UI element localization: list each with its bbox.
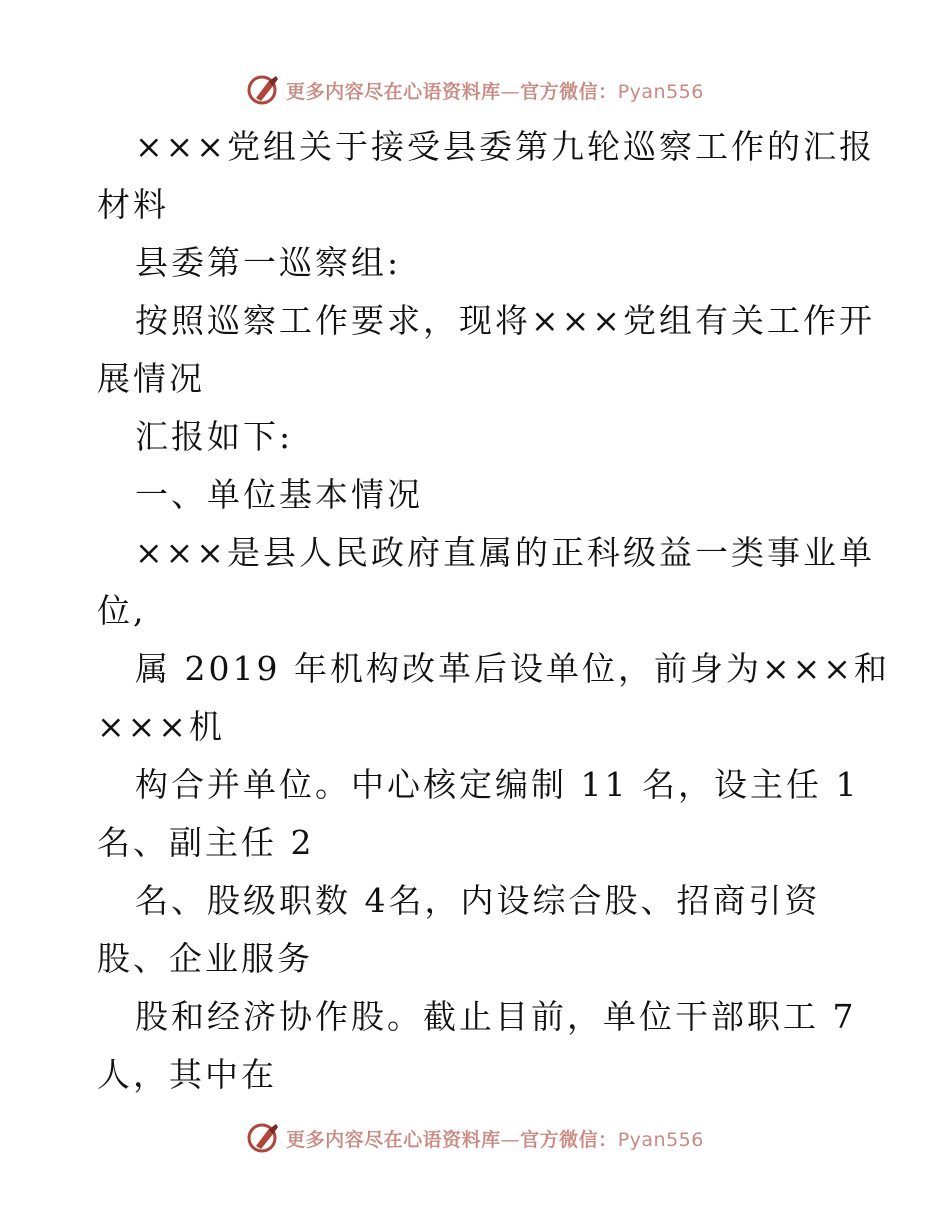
document-line: 展情况	[97, 359, 205, 398]
document-line: ×××党组关于接受县委第九轮巡察工作的汇报	[135, 127, 875, 166]
document-line: 汇报如下:	[135, 417, 294, 456]
document-line: 名、股级职数 4名，内设综合股、招商引资	[135, 881, 821, 920]
document-body	[97, 118, 890, 1104]
document-line: 人，其中在	[97, 1055, 277, 1094]
footer-watermark	[0, 1118, 950, 1158]
pen-nib-logo-icon	[246, 72, 282, 108]
document-line: 材料	[97, 185, 169, 224]
document-line: 股和经济协作股。截止目前，单位干部职工 7	[135, 997, 857, 1036]
document-line: ×××机	[97, 707, 225, 746]
document-line: 属 2019 年机构改革后设单位，前身为×××和	[135, 649, 890, 688]
document-line: 名、副主任 2	[97, 823, 315, 862]
header-watermark	[0, 70, 950, 110]
pen-nib-logo-icon	[246, 1120, 282, 1156]
document-line: 按照巡察工作要求，现将×××党组有关工作开	[135, 301, 875, 340]
watermark-text: 更多内容尽在心语资料库—官方微信：Pyan556	[286, 1128, 704, 1151]
document-line: 县委第一巡察组:	[135, 243, 402, 282]
document-line: 一、单位基本情况	[135, 475, 423, 514]
document-line: 位,	[97, 591, 147, 630]
document-line: ×××是县人民政府直属的正科级益一类事业单	[135, 533, 875, 572]
document-line: 构合并单位。中心核定编制 11 名，设主任 1	[135, 765, 860, 804]
watermark-text: 更多内容尽在心语资料库—官方微信：Pyan556	[286, 80, 704, 103]
document-line: 股、企业服务	[97, 939, 313, 978]
